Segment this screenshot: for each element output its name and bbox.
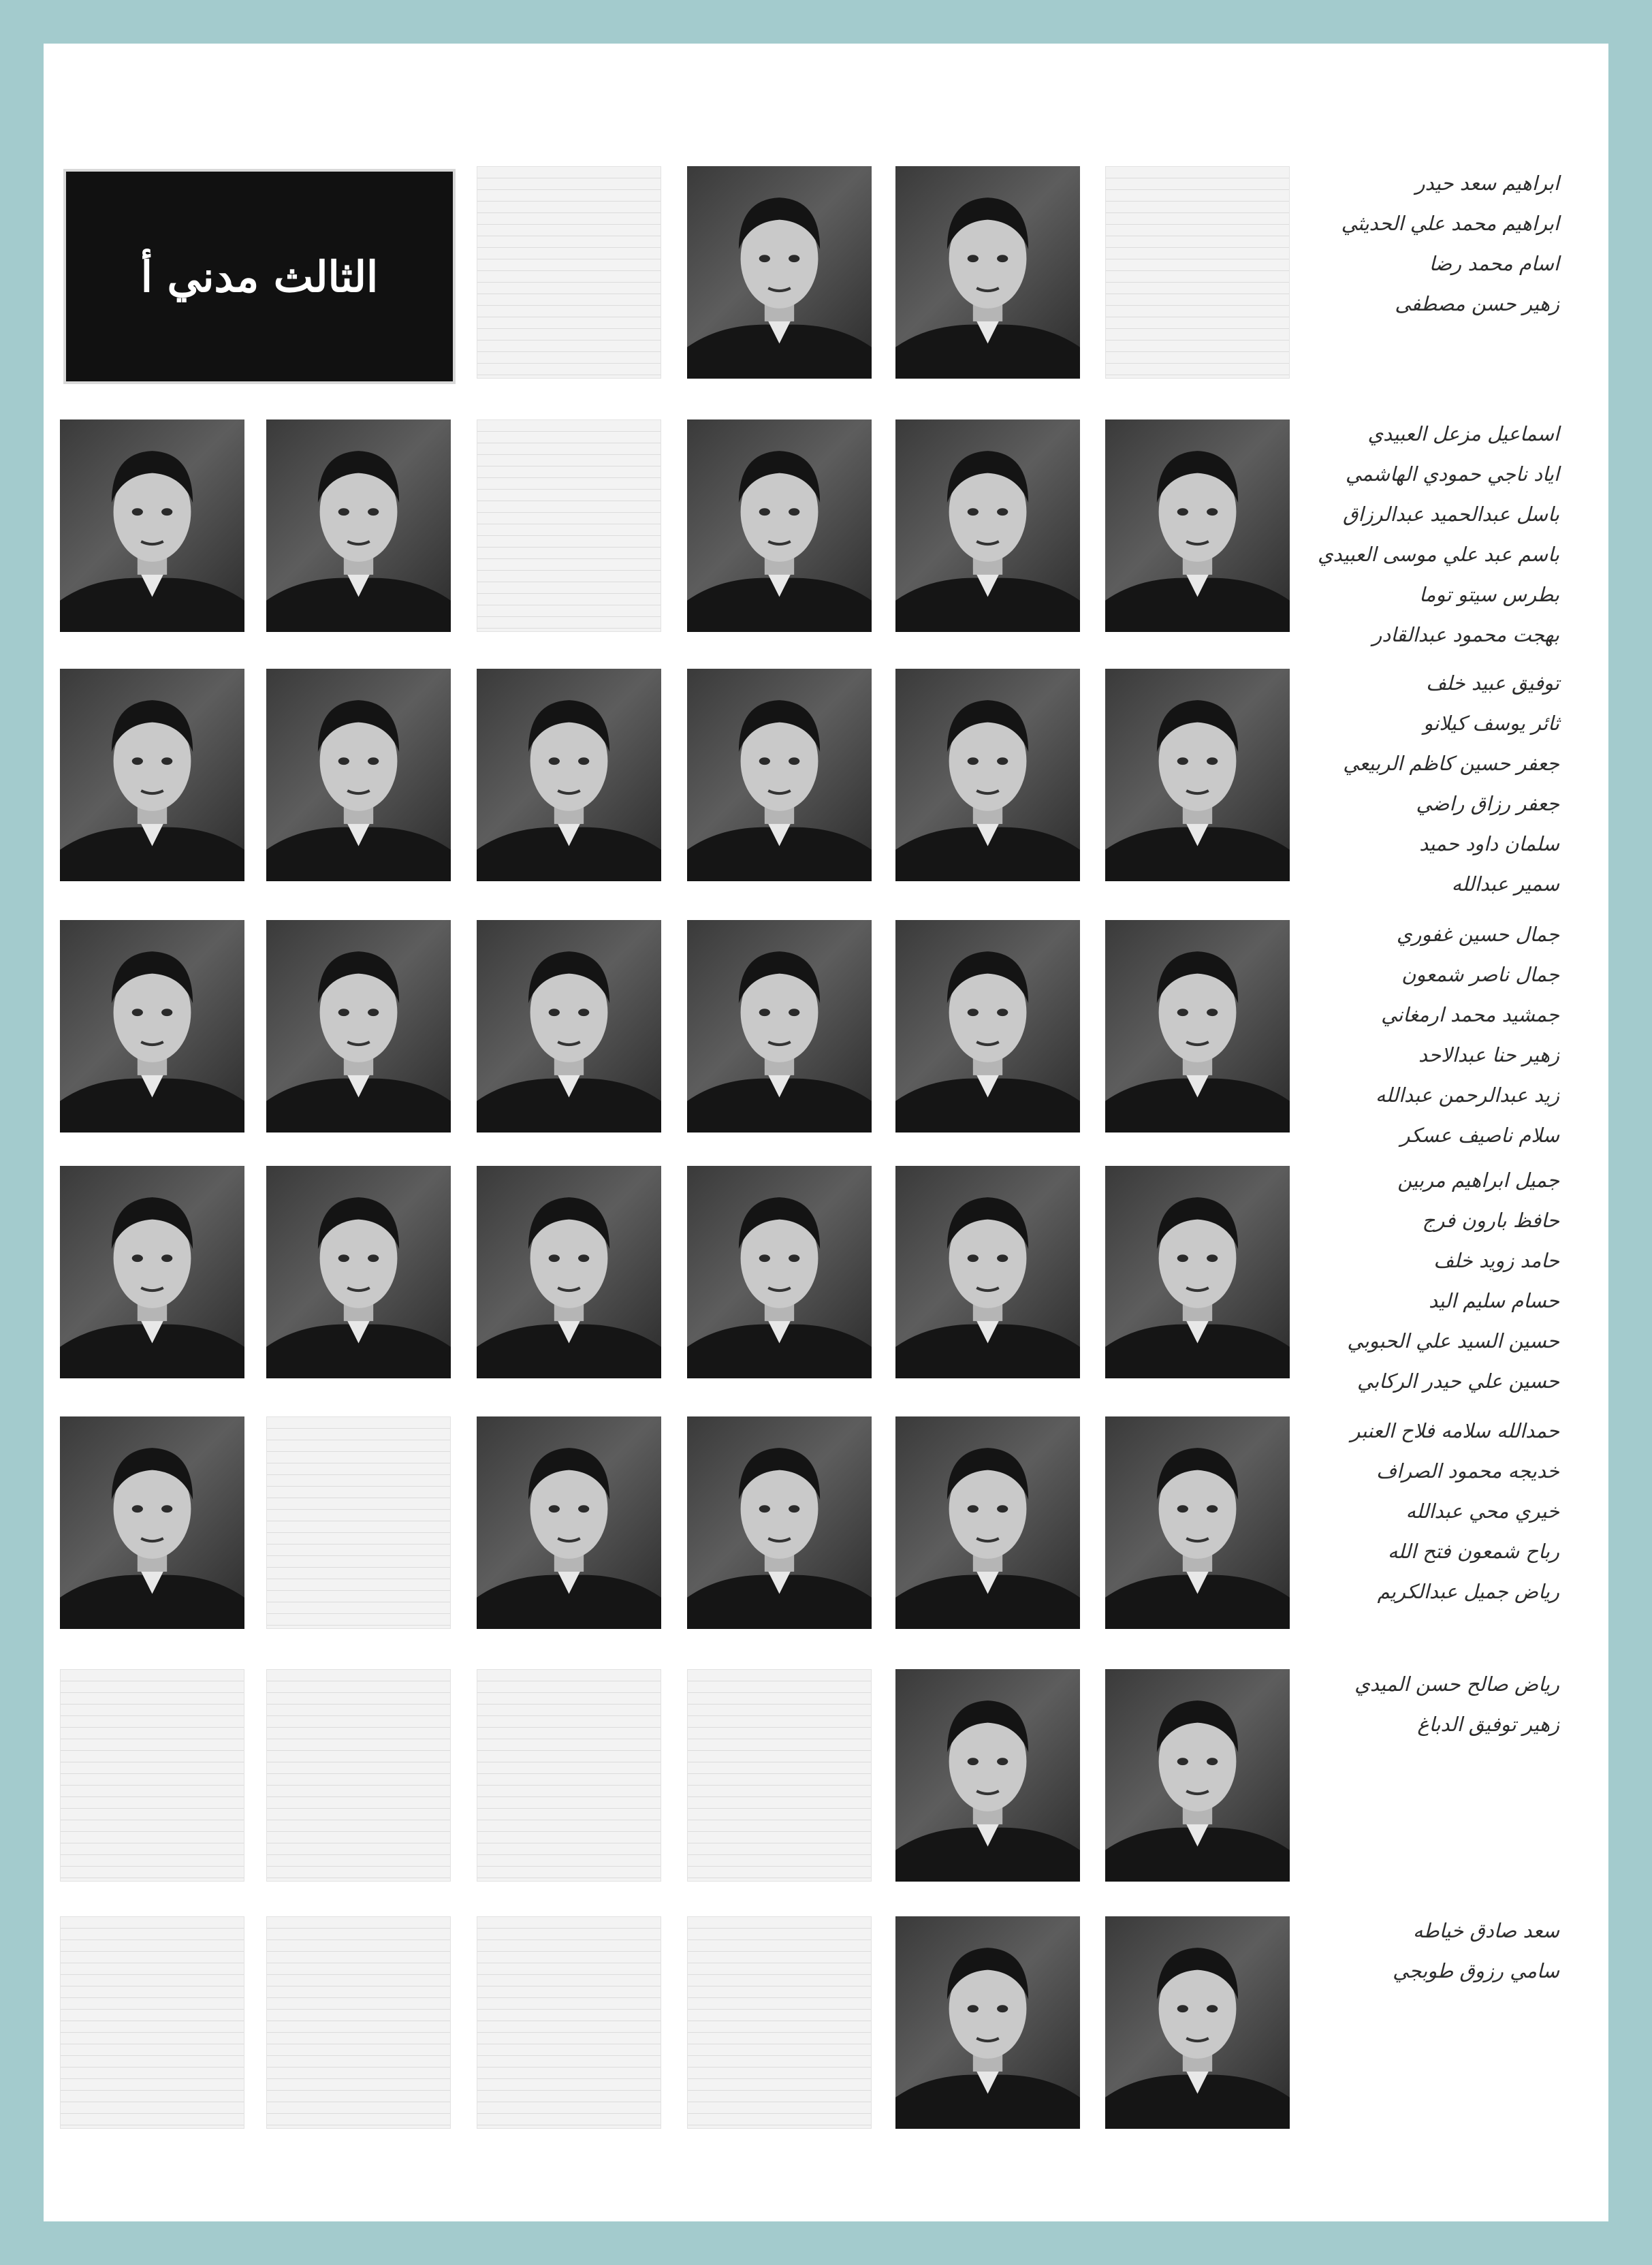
person-portrait-icon [477,1416,661,1629]
student-photo [60,669,244,881]
empty-photo-slot [60,1916,244,2129]
student-name: ثائر يوسف كيلانو [1423,712,1559,735]
student-photo [60,1416,244,1629]
person-portrait-icon [1105,1416,1290,1629]
student-name-list [1314,1664,1559,1745]
person-portrait-icon [895,1416,1080,1629]
blank-placeholder [687,1669,872,1882]
student-name: جعفر رزاق راضي [1416,792,1559,815]
student-name: جعفر حسين كاظم الربيعي [1343,752,1559,775]
student-photo [895,1416,1080,1629]
student-photo [60,1166,244,1378]
person-portrait-icon [1105,920,1290,1132]
student-photo [687,1166,872,1378]
person-portrait-icon [266,419,451,632]
person-portrait-icon [60,1416,244,1629]
person-portrait-icon [266,669,451,881]
student-name: حسين السيد علي الحبوبي [1347,1329,1559,1352]
student-photo [1105,1916,1290,2129]
person-portrait-icon [895,166,1080,379]
blank-placeholder [477,1669,661,1882]
student-photo [266,669,451,881]
student-name: حافظ بارون فرج [1422,1209,1559,1232]
person-portrait-icon [60,669,244,881]
student-name: حمدالله سلامه فلاح العنبر [1350,1419,1559,1442]
blank-placeholder [477,419,661,632]
student-photo [1105,920,1290,1132]
person-portrait-icon [895,419,1080,632]
student-photo [895,419,1080,632]
student-photo [687,669,872,881]
student-photo [1105,1166,1290,1378]
student-photo [477,1166,661,1378]
student-name: جمشيد محمد ارمغاني [1381,1003,1559,1026]
student-photo [60,920,244,1132]
person-portrait-icon [895,1916,1080,2129]
student-name-list [1314,414,1559,655]
class-title-box [63,169,456,384]
person-portrait-icon [477,920,661,1132]
empty-photo-slot [477,166,661,379]
empty-photo-slot [687,1916,872,2129]
student-name: سعد صادق خياطه [1413,1919,1559,1942]
person-portrait-icon [687,419,872,632]
person-portrait-icon [60,1166,244,1378]
student-name: بطرس سيتو توما [1419,583,1559,606]
student-photo [266,1166,451,1378]
empty-photo-slot [687,1669,872,1882]
student-photo [266,920,451,1132]
student-name: ابراهيم محمد علي الحديثي [1341,212,1559,235]
person-portrait-icon [687,166,872,379]
student-name: رياض صالح حسن الميدي [1354,1673,1559,1696]
student-name: سمير عبدالله [1451,872,1559,896]
empty-photo-slot [266,1669,451,1882]
student-name: زهير توفيق الدباغ [1417,1713,1559,1736]
student-name-list [1314,1911,1559,1991]
student-name: بهجت محمود عبدالقادر [1372,623,1559,646]
student-name: رياض جميل عبدالكريم [1377,1580,1559,1603]
blank-placeholder [477,166,661,379]
student-name-list [1314,1160,1559,1401]
person-portrait-icon [687,1166,872,1378]
student-name: توفيق عبيد خلف [1426,671,1559,695]
student-photo [687,166,872,379]
student-photo [895,920,1080,1132]
person-portrait-icon [895,920,1080,1132]
student-name: جمال حسين غفوري [1396,923,1559,946]
student-photo [895,1916,1080,2129]
student-photo [477,920,661,1132]
student-name: باسل عبدالحميد عبدالرزاق [1343,503,1559,526]
student-photo [895,669,1080,881]
class-title: الثالث مدني أ [140,251,379,302]
person-portrait-icon [266,1166,451,1378]
student-name: زيد عبدالرحمن عبدالله [1376,1083,1559,1107]
student-name: زهير حنا عبدالاحد [1418,1043,1559,1066]
student-name: حامد زويد خلف [1433,1249,1559,1272]
person-portrait-icon [266,920,451,1132]
empty-photo-slot [477,1669,661,1882]
student-name: جميل ابراهيم مربين [1397,1169,1559,1192]
student-photo [60,419,244,632]
person-portrait-icon [60,419,244,632]
yearbook-page [44,44,1608,2221]
blank-placeholder [60,1916,244,2129]
empty-photo-slot [266,1416,451,1629]
empty-photo-slot [60,1669,244,1882]
student-name: ابراهيم سعد حيدر [1415,172,1559,195]
student-photo [477,1416,661,1629]
student-name: خديجه محمود الصراف [1376,1459,1559,1483]
student-photo [895,1166,1080,1378]
person-portrait-icon [1105,1669,1290,1882]
person-portrait-icon [1105,1916,1290,2129]
empty-photo-slot [1105,166,1290,379]
person-portrait-icon [687,1416,872,1629]
student-name: اسماعيل مزعل العبيدي [1367,422,1559,445]
empty-photo-slot [266,1916,451,2129]
student-photo [895,166,1080,379]
empty-photo-slot [477,419,661,632]
person-portrait-icon [687,669,872,881]
empty-photo-slot [477,1916,661,2129]
student-photo [1105,1416,1290,1629]
student-photo [687,920,872,1132]
student-photo [1105,419,1290,632]
person-portrait-icon [895,669,1080,881]
student-name: حسين علي حيدر الركابي [1356,1369,1559,1393]
student-photo [687,419,872,632]
student-name: زهير حسن مصطفى [1395,292,1559,315]
person-portrait-icon [1105,419,1290,632]
student-name: اسام محمد رضا [1429,252,1559,275]
student-photo [895,1669,1080,1882]
student-name-list [1314,915,1559,1156]
student-name: رباح شمعون فتح الله [1388,1540,1559,1563]
student-photo [266,419,451,632]
blank-placeholder [687,1916,872,2129]
blank-placeholder [266,1416,451,1629]
person-portrait-icon [1105,669,1290,881]
blank-placeholder [477,1916,661,2129]
student-name-list [1314,1411,1559,1612]
person-portrait-icon [477,1166,661,1378]
student-photo [687,1416,872,1629]
student-name-list [1314,663,1559,904]
blank-placeholder [266,1916,451,2129]
student-photo [1105,1669,1290,1882]
blank-placeholder [1105,166,1290,379]
person-portrait-icon [60,920,244,1132]
student-name: اياد ناجي حمودي الهاشمي [1345,462,1559,486]
person-portrait-icon [687,920,872,1132]
blank-placeholder [60,1669,244,1882]
student-name: سلام ناصيف عسكر [1400,1124,1559,1147]
blank-placeholder [266,1669,451,1882]
person-portrait-icon [477,669,661,881]
person-portrait-icon [895,1669,1080,1882]
student-name: جمال ناصر شمعون [1401,963,1559,986]
student-name: خيري محي عبدالله [1405,1500,1559,1523]
student-name: باسم عبد علي موسى العبيدي [1317,543,1559,566]
student-name: سامي رزوق طوبجي [1393,1959,1559,1982]
person-portrait-icon [1105,1166,1290,1378]
student-photo [1105,669,1290,881]
student-photo [477,669,661,881]
student-name: حسام سليم اليد [1429,1289,1559,1312]
student-name: سلمان داود حميد [1419,832,1559,855]
person-portrait-icon [895,1166,1080,1378]
student-name-list [1314,163,1559,324]
